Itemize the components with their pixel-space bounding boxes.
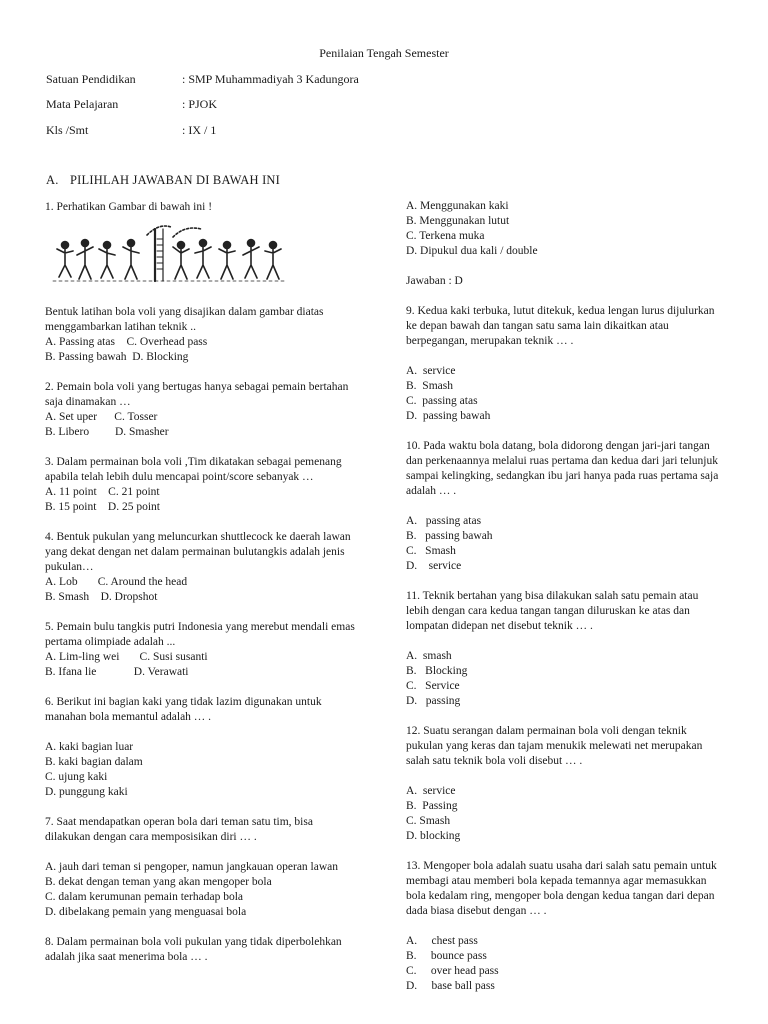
section-number: A. <box>46 173 59 187</box>
question-13 <box>406 859 724 994</box>
question-1 <box>45 200 355 365</box>
question-text: 13. Mengoper bola adalah suatu usaha dari salah satu pemain untuk membagi atau memberi bola kepada temannya agar memasukkan bola kedalam ring, mengoper bola dengan kedua tangan dari depan dada biasa disebut dengan … . <box>406 860 717 917</box>
options <box>45 860 355 920</box>
volleyball-drill-icon <box>51 223 291 287</box>
option-row: B. bounce pass <box>406 950 487 962</box>
question-12 <box>406 724 724 844</box>
meta-value: : PJOK <box>182 97 218 111</box>
option-row: B. Ifana lie D. Verawati <box>45 666 189 678</box>
option-row: D. blocking <box>406 830 461 842</box>
left-column <box>45 200 355 965</box>
question-text: 10. Pada waktu bola datang, bola didorong dengan jari-jari tangan dan perkenaannya melalui ruas pertama dan kedua dari jari telunjuk sampai kelingking, sedangkan ibu jari hanya pada ruas pertama saja adalah … . <box>406 440 719 497</box>
question-9 <box>406 304 724 424</box>
option-row: A. Menggunakan kaki <box>406 200 509 212</box>
option-row: B. Menggunakan lutut <box>406 215 510 227</box>
question-8-options <box>406 199 724 289</box>
question-6 <box>45 695 355 800</box>
volleyball-drill-illustration <box>45 223 355 289</box>
question-text: 2. Pemain bola voli yang bertugas hanya sebagai pemain bertahan saja dinamakan … <box>45 381 349 408</box>
question-text-continued: Bentuk latihan bola voli yang disajikan dalam gambar diatas menggambarkan latihan teknik .. <box>45 306 324 333</box>
question-2 <box>45 380 355 440</box>
options <box>406 784 724 844</box>
meta-label: Mata Pelajaran <box>46 97 119 111</box>
option-row: B. Smash <box>406 380 453 392</box>
option-row: B. Passing <box>406 800 458 812</box>
option-row: B. kaki bagian dalam <box>45 756 143 768</box>
options <box>45 410 355 440</box>
question-11 <box>406 589 724 709</box>
option-row: D. passing bawah <box>406 410 491 422</box>
options <box>406 199 724 259</box>
option-row: D. dibelakang pemain yang menguasai bola <box>45 906 247 918</box>
section-heading <box>46 173 280 188</box>
option-row: B. Libero D. Smasher <box>45 426 169 438</box>
options <box>406 514 724 574</box>
option-row: A. chest pass <box>406 935 478 947</box>
page-title: Penilaian Tengah Semester <box>319 46 449 60</box>
question-text: 4. Bentuk pukulan yang meluncurkan shuttlecock ke daerah lawan yang dekat dengan net dalam permainan bulutangkis adalah jenis pukulan… <box>45 531 351 573</box>
question-text: 8. Dalam permainan bola voli pukulan yang tidak diperbolehkan adalah jika saat menerima bola … . <box>45 936 342 963</box>
options <box>406 649 724 709</box>
right-column <box>406 199 724 994</box>
option-row: A. Lim-ling wei C. Susi susanti <box>45 651 208 663</box>
question-7 <box>45 815 355 920</box>
question-text: 3. Dalam permainan bola voli ,Tim dikatakan sebagai pemenang apabila telah lebih dulu mencapai point/score sebanyak … <box>45 456 342 483</box>
answer-key: Jawaban : D <box>406 275 463 287</box>
question-text: 12. Suatu serangan dalam permainan bola voli dengan teknik pukulan yang keras dan tajam menukik melewati net merupakan salah satu teknik bola voli disebut … . <box>406 725 703 767</box>
question-text: 1. Perhatikan Gambar di bawah ini ! <box>45 201 213 213</box>
option-row: C. Service <box>406 680 460 692</box>
option-row: D. base ball pass <box>406 980 495 992</box>
question-text: 6. Berikut ini bagian kaki yang tidak lazim digunakan untuk manahan bola memantul adalah … . <box>45 696 322 723</box>
option-row: C. Smash <box>406 815 451 827</box>
question-text: 9. Kedua kaki terbuka, lutut ditekuk, kedua lengan lurus dijulurkan ke depan bawah dan tangan satu sama lain dikaitkan atau berpegangan, merupakan teknik … . <box>406 305 715 347</box>
option-row: D. punggung kaki <box>45 786 128 798</box>
options <box>45 740 355 800</box>
options <box>406 364 724 424</box>
option-row: B. Passing bawah D. Blocking <box>45 351 189 363</box>
option-row: D. service <box>406 560 462 572</box>
option-row: A. service <box>406 365 456 377</box>
section-title: PILIHLAH JAWABAN DI BAWAH INI <box>70 173 281 187</box>
meta-value: : IX / 1 <box>182 123 217 137</box>
option-row: C. passing atas <box>406 395 478 407</box>
option-row: A. Lob C. Around the head <box>45 576 188 588</box>
options <box>406 934 724 994</box>
option-row: A. smash <box>406 650 452 662</box>
option-row: C. Smash <box>406 545 456 557</box>
meta-value: : SMP Muhammadiyah 3 Kadungora <box>182 72 359 86</box>
options <box>45 335 355 365</box>
question-5 <box>45 620 355 680</box>
question-text: 11. Teknik bertahan yang bisa dilakukan salah satu pemain atau lebih dengan cara kedua tangan tangan diluruskan ke atas dan lompatan didepan net disebut teknik … . <box>406 590 699 632</box>
option-row: B. dekat dengan teman yang akan mengoper bola <box>45 876 272 888</box>
option-row: C. dalam kerumunan pemain terhadap bola <box>45 891 243 903</box>
option-row: B. Smash D. Dropshot <box>45 591 158 603</box>
question-4 <box>45 530 355 605</box>
meta-label: Satuan Pendidikan <box>46 72 136 86</box>
meta-label: Kls /Smt <box>46 123 89 137</box>
options <box>45 650 355 680</box>
option-row: B. 15 point D. 25 point <box>45 501 161 513</box>
question-text: 7. Saat mendapatkan operan bola dari teman satu tim, bisa dilakukan dengan cara memposisikan diri … . <box>45 816 313 843</box>
option-row: D. Dipukul dua kali / double <box>406 245 538 257</box>
question-3 <box>45 455 355 515</box>
option-row: C. over head pass <box>406 965 499 977</box>
option-row: A. service <box>406 785 456 797</box>
option-row: A. jauh dari teman si pengoper, namun jangkauan operan lawan <box>45 861 339 873</box>
question-10 <box>406 439 724 574</box>
option-row: B. passing bawah <box>406 530 493 542</box>
option-row: B. Blocking <box>406 665 468 677</box>
question-8 <box>45 935 355 965</box>
options <box>45 485 355 515</box>
question-text: 5. Pemain bulu tangkis putri Indonesia yang merebut mendali emas pertama olimpiade adalah ... <box>45 621 355 648</box>
option-row: D. passing <box>406 695 461 707</box>
option-row: A. kaki bagian luar <box>45 741 134 753</box>
option-row: C. ujung kaki <box>45 771 108 783</box>
option-row: C. Terkena muka <box>406 230 485 242</box>
option-row: A. passing atas <box>406 515 482 527</box>
option-row: A. Set uper C. Tosser <box>45 411 158 423</box>
options <box>45 575 355 605</box>
option-row: A. Passing atas C. Overhead pass <box>45 336 208 348</box>
option-row: A. 11 point C. 21 point <box>45 486 160 498</box>
